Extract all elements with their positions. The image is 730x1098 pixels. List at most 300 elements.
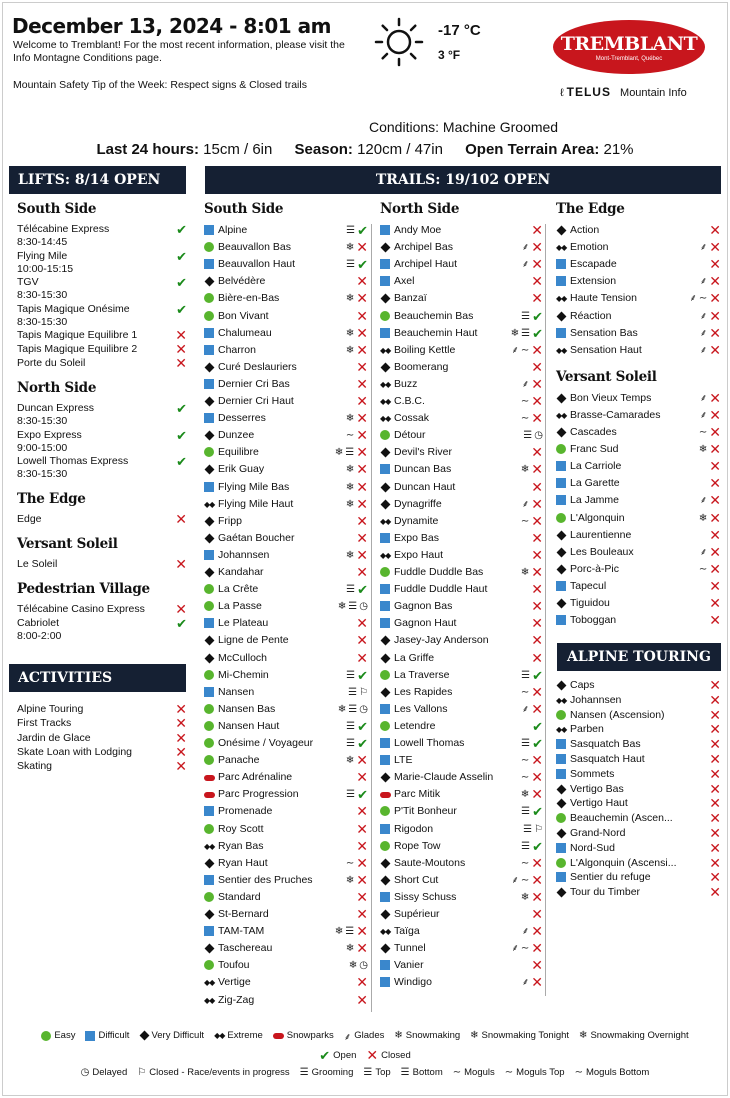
trail-item[interactable] — [204, 940, 368, 957]
trail-name: Tunnel — [394, 942, 426, 955]
lift-item[interactable] — [17, 343, 187, 356]
closed-x-icon: ✕ — [709, 869, 721, 886]
difficulty-marker — [380, 444, 392, 461]
touring-status — [709, 752, 721, 767]
activity-item[interactable] — [17, 716, 187, 730]
touring-item[interactable] — [556, 885, 721, 900]
legend-label: Snowmaking Tonight — [481, 1030, 570, 1041]
trail-item[interactable] — [204, 752, 368, 769]
trail-item[interactable] — [380, 803, 543, 820]
moguls-icon: ∼ — [698, 293, 708, 305]
trail-item[interactable] — [380, 256, 543, 273]
trail-item[interactable] — [556, 290, 721, 307]
trail-item[interactable] — [556, 527, 721, 544]
grooming-icon: ☰ — [346, 259, 356, 271]
trail-item[interactable] — [204, 632, 368, 649]
trail-item[interactable] — [204, 667, 368, 684]
trail-conditions — [521, 308, 543, 325]
season-label: Season: — [294, 141, 353, 158]
trail-item[interactable] — [556, 390, 721, 407]
grooming-icon: ☰ — [346, 669, 356, 681]
difficult-square-icon — [556, 461, 566, 471]
trail-item[interactable] — [556, 424, 721, 441]
difficult-square-icon — [204, 550, 214, 560]
trail-item[interactable] — [556, 407, 721, 424]
activity-item[interactable] — [17, 702, 187, 716]
trail-item[interactable] — [204, 308, 368, 325]
closed-x-icon: ✕ — [531, 786, 543, 803]
trail-item[interactable] — [204, 290, 368, 307]
trail-item[interactable] — [204, 427, 368, 444]
trail-conditions — [356, 530, 368, 547]
difficulty-marker — [556, 578, 568, 595]
difficulty-marker — [380, 393, 392, 410]
trail-item[interactable] — [204, 957, 368, 974]
activity-item[interactable] — [17, 731, 187, 745]
trail-name: Alpine — [218, 224, 248, 236]
trail-item[interactable] — [204, 598, 368, 615]
very-difficult-diamond-icon — [557, 681, 567, 691]
trail-item[interactable] — [204, 496, 368, 513]
difficulty-marker — [204, 427, 216, 444]
trail-item[interactable] — [556, 612, 721, 629]
trail-item[interactable] — [204, 410, 368, 427]
trail-item[interactable] — [380, 308, 543, 325]
very-difficult-diamond-icon — [381, 875, 391, 885]
trail-item[interactable] — [556, 492, 721, 509]
trail-item[interactable] — [204, 923, 368, 940]
easy-circle-icon — [204, 721, 214, 731]
trail-item[interactable] — [380, 923, 543, 940]
grooming-icon: ☰ — [346, 789, 356, 801]
trail-name: Emotion — [570, 241, 609, 254]
trail-item[interactable] — [380, 718, 543, 735]
trail-item[interactable] — [380, 957, 543, 974]
touring-item[interactable] — [556, 782, 721, 797]
legend-label: Top — [375, 1067, 391, 1078]
trail-item[interactable] — [380, 496, 543, 513]
trail-item[interactable] — [556, 510, 721, 527]
trail-item[interactable] — [204, 838, 368, 855]
difficult-square-icon — [380, 618, 390, 628]
trail-conditions — [531, 650, 543, 667]
trail-name: Tiguidou — [570, 597, 610, 609]
trail-item[interactable] — [204, 547, 368, 564]
difficulty-marker — [556, 239, 568, 256]
trail-item[interactable] — [380, 838, 543, 855]
lift-name: Porte du Soleil — [17, 357, 86, 369]
trail-item[interactable] — [380, 735, 543, 752]
trail-item[interactable] — [380, 855, 543, 872]
snowmaking-icon: ❄ — [345, 327, 355, 339]
trail-item[interactable] — [380, 906, 543, 923]
touring-item[interactable] — [556, 752, 721, 767]
moguls-icon: ∼ — [520, 874, 530, 886]
lift-item[interactable] — [17, 357, 187, 370]
trail-item[interactable] — [380, 821, 543, 838]
very-difficult-diamond-icon — [205, 397, 215, 407]
touring-item[interactable] — [556, 767, 721, 782]
trail-item[interactable] — [204, 684, 368, 701]
trail-conditions — [338, 701, 368, 718]
closed-x-icon: ✕ — [531, 375, 543, 392]
terrain-value: 21% — [603, 141, 634, 158]
closed-x-icon: ✕ — [356, 444, 368, 461]
trail-item[interactable] — [380, 530, 543, 547]
trail-item[interactable] — [204, 222, 368, 239]
trail-item[interactable] — [556, 222, 721, 239]
lift-item[interactable] — [17, 617, 187, 643]
trail-name: Brasse-Camarades — [570, 408, 661, 421]
touring-item[interactable] — [556, 737, 721, 752]
trail-conditions — [346, 290, 368, 307]
lift-section-title: Pedestrian Village — [17, 580, 150, 597]
difficulty-marker — [380, 974, 392, 991]
trail-name: La Griffe — [394, 651, 435, 664]
trail-name: Toboggan — [570, 614, 617, 627]
trail-name: Parc Progression — [218, 788, 299, 801]
trail-item[interactable] — [380, 479, 543, 496]
trail-item[interactable] — [204, 889, 368, 906]
trail-item[interactable] — [204, 273, 368, 290]
legend-label: Snowmaking — [405, 1030, 461, 1041]
lift-item[interactable] — [17, 250, 187, 276]
snowmaking-icon: ❄ — [345, 413, 355, 425]
very-difficult-diamond-icon — [381, 910, 391, 920]
touring-name: Vertigo Bas — [570, 782, 624, 795]
difficult-square-icon — [556, 615, 566, 625]
trail-item[interactable] — [380, 359, 543, 376]
glades-icon: ⸙ — [699, 409, 708, 421]
closed-x-icon: ✕ — [356, 632, 368, 649]
touring-item[interactable] — [556, 678, 721, 693]
difficulty-marker — [380, 376, 392, 393]
trail-item[interactable] — [556, 308, 721, 325]
closed-x-icon: ✕ — [356, 529, 368, 546]
trail-item[interactable] — [380, 684, 543, 701]
trail-conditions — [523, 821, 543, 838]
trail-item[interactable] — [380, 974, 543, 991]
trail-item[interactable] — [204, 718, 368, 735]
trail-item[interactable] — [380, 222, 543, 239]
trail-item[interactable] — [204, 992, 368, 1009]
closed-x-icon: ✕ — [709, 825, 721, 841]
trail-item[interactable] — [380, 872, 543, 889]
lift-item[interactable] — [17, 276, 187, 302]
closed-x-icon: ✕ — [531, 598, 543, 615]
glades-icon: ⸙ — [521, 926, 530, 938]
trail-item[interactable] — [204, 735, 368, 752]
sun-icon — [374, 17, 424, 67]
touring-status — [709, 796, 721, 811]
lift-item[interactable] — [17, 510, 187, 527]
trail-item[interactable] — [380, 752, 543, 769]
closed-x-icon: ✕ — [709, 706, 721, 723]
difficulty-marker — [204, 239, 216, 256]
trail-item[interactable] — [556, 325, 721, 342]
trail-item[interactable] — [204, 342, 368, 359]
closed-x-icon: ✕ — [531, 906, 543, 922]
logo-subtext: Mont-Tremblant, Québec — [595, 56, 663, 62]
snowmaking-icon: ❄ — [337, 703, 347, 715]
trail-name: McCulloch — [218, 651, 268, 664]
closed-x-icon: ✕ — [356, 495, 368, 512]
trail-conditions — [346, 718, 368, 735]
grooming-icon: ☰ — [521, 669, 531, 681]
trail-item[interactable] — [380, 290, 543, 307]
touring-item[interactable] — [556, 722, 721, 737]
trail-name: Escapade — [570, 258, 617, 271]
telus-subtitle: Mountain Info — [620, 87, 687, 99]
trail-item[interactable] — [204, 974, 368, 991]
trail-item[interactable] — [204, 650, 368, 667]
easy-circle-icon — [380, 567, 390, 577]
trail-item[interactable] — [380, 325, 543, 342]
double-diamond-icon: ◆◆ — [204, 499, 215, 509]
touring-item[interactable] — [556, 811, 721, 826]
trail-item[interactable] — [556, 256, 721, 273]
closed-x-icon: ✕ — [531, 957, 543, 974]
trail-conditions — [521, 803, 543, 820]
trail-name: Extension — [570, 275, 617, 288]
lift-item[interactable] — [17, 303, 187, 329]
touring-item[interactable] — [556, 796, 721, 811]
touring-item[interactable] — [556, 693, 721, 708]
easy-circle-icon — [204, 824, 214, 834]
trail-item[interactable] — [380, 239, 543, 256]
trail-item[interactable] — [380, 547, 543, 564]
trail-item[interactable] — [380, 632, 543, 649]
trail-item[interactable] — [204, 461, 368, 478]
trail-name: Dynagriffe — [394, 497, 442, 510]
difficulty-marker — [204, 547, 216, 564]
lift-name: Tapis Magique Onésime — [17, 302, 130, 315]
trail-item[interactable] — [380, 701, 543, 718]
trail-item[interactable] — [204, 581, 368, 598]
very-difficult-diamond-icon — [381, 243, 391, 253]
trail-item[interactable] — [556, 273, 721, 290]
touring-item[interactable] — [556, 870, 721, 885]
trail-name: Fripp — [218, 514, 242, 527]
trail-item[interactable] — [204, 564, 368, 581]
difficult-square-icon — [380, 892, 390, 902]
legend-label: Open — [333, 1050, 357, 1061]
trail-name: Vertige — [218, 976, 251, 989]
trail-item[interactable] — [380, 581, 543, 598]
lift-item[interactable] — [17, 223, 187, 249]
easy-circle-icon — [204, 892, 214, 902]
trail-name: Erik Guay — [218, 463, 265, 476]
activity-item[interactable] — [17, 745, 187, 759]
touring-name: Sommets — [570, 767, 615, 780]
touring-item[interactable] — [556, 841, 721, 856]
welcome-text: Welcome to Tremblant! For the most recent information, please visit the Info Montagne Conditions page. — [13, 39, 345, 64]
trail-conditions — [699, 510, 721, 527]
trail-item[interactable] — [204, 530, 368, 547]
lift-item[interactable] — [17, 429, 187, 455]
trail-item[interactable] — [380, 444, 543, 461]
touring-item[interactable] — [556, 826, 721, 841]
trail-item[interactable] — [204, 444, 368, 461]
trail-item[interactable] — [380, 615, 543, 632]
tremblant-logo[interactable] — [553, 20, 705, 74]
trail-name: Sissy Schuss — [394, 890, 457, 903]
trail-item[interactable] — [556, 458, 721, 475]
grooming-icon: ☰ — [521, 806, 531, 818]
trail-conditions — [346, 547, 368, 564]
trail-item[interactable] — [556, 239, 721, 256]
trail-item[interactable] — [204, 393, 368, 410]
trail-item[interactable] — [204, 359, 368, 376]
trail-item[interactable] — [380, 376, 543, 393]
trail-item[interactable] — [204, 256, 368, 273]
touring-item[interactable] — [556, 708, 721, 723]
trail-item[interactable] — [204, 872, 368, 889]
trail-item[interactable] — [204, 479, 368, 496]
grooming-icon: ☰ — [523, 823, 533, 835]
touring-name: Caps — [570, 679, 595, 691]
trail-name: Bon Vieux Temps — [570, 391, 652, 404]
difficulty-marker — [204, 308, 216, 325]
difficult-square-icon — [204, 926, 214, 936]
trail-conditions — [511, 940, 543, 957]
difficulty-marker — [204, 632, 216, 649]
legend-label: Delayed — [92, 1067, 128, 1078]
trail-item[interactable] — [380, 461, 543, 478]
difficult-square-icon — [85, 1031, 95, 1041]
trail-item[interactable] — [204, 701, 368, 718]
legend-label: Very Difficult — [151, 1030, 205, 1041]
very-difficult-diamond-icon — [205, 568, 215, 578]
open-check-icon: ✔ — [357, 718, 368, 734]
closed-x-icon: ✕ — [531, 256, 543, 273]
trail-item[interactable] — [204, 786, 368, 803]
trail-item[interactable] — [556, 595, 721, 612]
trail-item[interactable] — [380, 273, 543, 290]
trail-item[interactable] — [380, 667, 543, 684]
difficulty-marker — [204, 376, 216, 393]
trail-name: Bon Vivant — [218, 309, 269, 322]
lift-name: Duncan Express — [17, 402, 95, 414]
trail-name: Archipel Bas — [394, 241, 453, 254]
glades-icon: ⸙ — [699, 327, 708, 339]
activity-name: Alpine Touring — [17, 703, 84, 715]
trail-item[interactable] — [380, 342, 543, 359]
legend-row — [0, 1067, 730, 1078]
trail-name: Chalumeau — [218, 326, 272, 339]
glades-icon: ⸙ — [699, 392, 708, 404]
trail-item[interactable] — [380, 427, 543, 444]
trail-conditions — [346, 410, 368, 427]
difficult-square-icon — [380, 977, 390, 987]
trail-item[interactable] — [204, 803, 368, 820]
legend-label: Closed - Race/events in progress — [149, 1067, 290, 1078]
trail-name: Les Bouleaux — [570, 545, 634, 558]
trail-name: Taïga — [394, 925, 420, 938]
touring-item[interactable] — [556, 856, 721, 871]
trail-item[interactable] — [556, 561, 721, 578]
glades-icon: ⸙ — [521, 498, 530, 510]
trail-item[interactable] — [204, 906, 368, 923]
activity-item[interactable] — [17, 759, 187, 773]
trail-item[interactable] — [204, 769, 368, 786]
trail-item[interactable] — [556, 578, 721, 595]
trail-item[interactable] — [380, 940, 543, 957]
difficulty-marker — [380, 325, 392, 342]
difficulty-marker — [556, 290, 568, 307]
trail-item[interactable] — [204, 513, 368, 530]
trail-item[interactable] — [380, 393, 543, 410]
trail-item[interactable] — [204, 239, 368, 256]
trail-name: Nansen Haut — [218, 719, 280, 732]
trail-name: Andy Moe — [394, 224, 442, 236]
trail-conditions — [531, 598, 543, 615]
very-difficult-diamond-icon — [205, 910, 215, 920]
trail-item[interactable] — [204, 376, 368, 393]
moguls-icon: ∼ — [520, 755, 530, 767]
trail-item[interactable] — [204, 325, 368, 342]
trail-name: Flying Mile Bas — [218, 480, 290, 493]
lift-item[interactable] — [17, 555, 187, 572]
trail-name: Marie-Claude Asselin — [394, 771, 494, 784]
trail-conditions — [356, 650, 368, 667]
very-difficult-diamond-icon — [381, 362, 391, 372]
trail-item[interactable] — [380, 564, 543, 581]
trail-item[interactable] — [380, 598, 543, 615]
lift-item[interactable] — [17, 329, 187, 342]
trail-item[interactable] — [380, 769, 543, 786]
difficult-square-icon — [204, 482, 214, 492]
very-difficult-diamond-icon — [205, 362, 215, 372]
closed-x-icon: ✕ — [175, 729, 187, 746]
trail-name: Onésime / Voyageur — [218, 737, 314, 749]
closed-x-icon: ✕ — [531, 752, 543, 769]
closed-x-icon: ✕ — [356, 307, 368, 324]
trail-name: Sensation Haut — [570, 343, 642, 356]
trail-item[interactable] — [556, 544, 721, 561]
touring-status — [709, 870, 721, 885]
open-check-icon: ✔ — [176, 301, 187, 317]
trail-item[interactable] — [380, 786, 543, 803]
trail-item[interactable] — [380, 650, 543, 667]
open-check-icon: ✔ — [532, 804, 543, 820]
legend-item — [137, 1067, 289, 1078]
trail-conditions — [709, 527, 721, 544]
trail-item[interactable] — [556, 441, 721, 458]
difficulty-marker — [204, 564, 216, 581]
moguls-icon: ∼ — [504, 1067, 514, 1078]
trail-name: Dernier Cri Bas — [218, 377, 290, 390]
difficulty-marker — [204, 855, 216, 872]
trail-item[interactable] — [556, 342, 721, 359]
trail-item[interactable] — [380, 889, 543, 906]
trail-item[interactable] — [204, 821, 368, 838]
lift-item[interactable] — [17, 402, 187, 428]
trail-item[interactable] — [204, 855, 368, 872]
trail-item[interactable] — [204, 615, 368, 632]
trail-item[interactable] — [556, 475, 721, 492]
trail-item[interactable] — [380, 410, 543, 427]
lift-item[interactable] — [17, 600, 187, 617]
trail-conditions — [521, 769, 543, 786]
lift-item[interactable] — [17, 455, 187, 481]
difficult-square-icon — [556, 843, 566, 853]
trail-conditions — [335, 444, 368, 461]
legend-item — [366, 1047, 410, 1064]
trail-item[interactable] — [380, 513, 543, 530]
trail-conditions — [531, 359, 543, 376]
difficulty-marker — [380, 564, 392, 581]
